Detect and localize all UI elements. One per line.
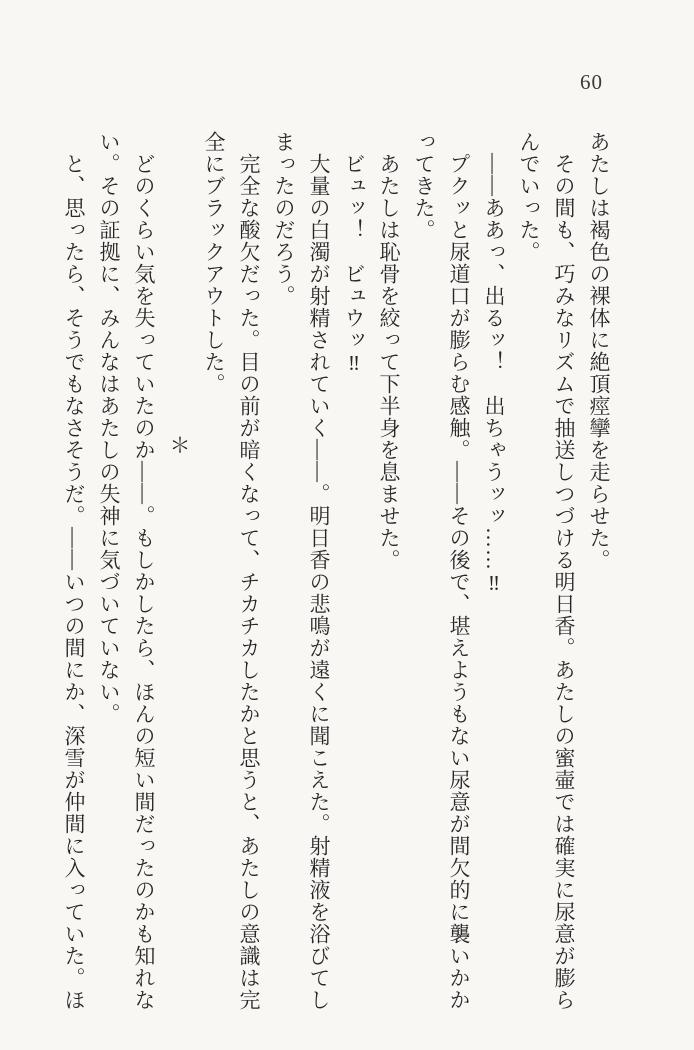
text-column: と、思ったら、そうでもなさそうだ。――いつの間にか、深雪が仲間に入っていた。ほ (62, 131, 86, 1011)
section-separator-asterisk: ＊ (167, 434, 191, 456)
text-column: プクッと尿道口が膨らむ感触。――その後で、堪えようもない尿意が間欠的に襲いかか (447, 131, 471, 1011)
text-column: 全にブラックアウトした。 (202, 131, 226, 395)
text-column: ってきた。 (412, 131, 436, 241)
text-column: どのくらい気を失っていたのか――。もしかしたら、ほんの短い間だったのかも知れな (132, 131, 156, 1011)
text-column: んでいった。 (517, 131, 541, 263)
text-column: あたしは褐色の裸体に絶頂痙攣を走らせた。 (587, 131, 611, 571)
text-column: ビュッ！ ビュウッ‼ (342, 131, 366, 376)
text-column: ――ああっ、出るッ！ 出ちゃうッッ……‼ (482, 131, 506, 596)
vertical-text-block (56, 131, 616, 1015)
text-column: まったのだろう。 (272, 131, 296, 307)
text-column: あたしは恥骨を絞って下半身を息ませた。 (377, 131, 401, 571)
text-column: その間も、巧みなリズムで抽送しつづける明日香。あたしの蜜壷では確実に尿意が膨ら (552, 131, 576, 1011)
text-column: 完全な酸欠だった。目の前が暗くなって、チカチカしたかと思うと、あたしの意識は完 (237, 131, 261, 1011)
text-column: 大量の白濁が射精されていく――。明日香の悲鳴が遠くに聞こえた。射精液を浴びてし (307, 131, 331, 1011)
text-column: い。その証拠に、みんなはあたしの失神に気づいていない。 (97, 131, 121, 725)
page-number: 60 (580, 70, 603, 94)
